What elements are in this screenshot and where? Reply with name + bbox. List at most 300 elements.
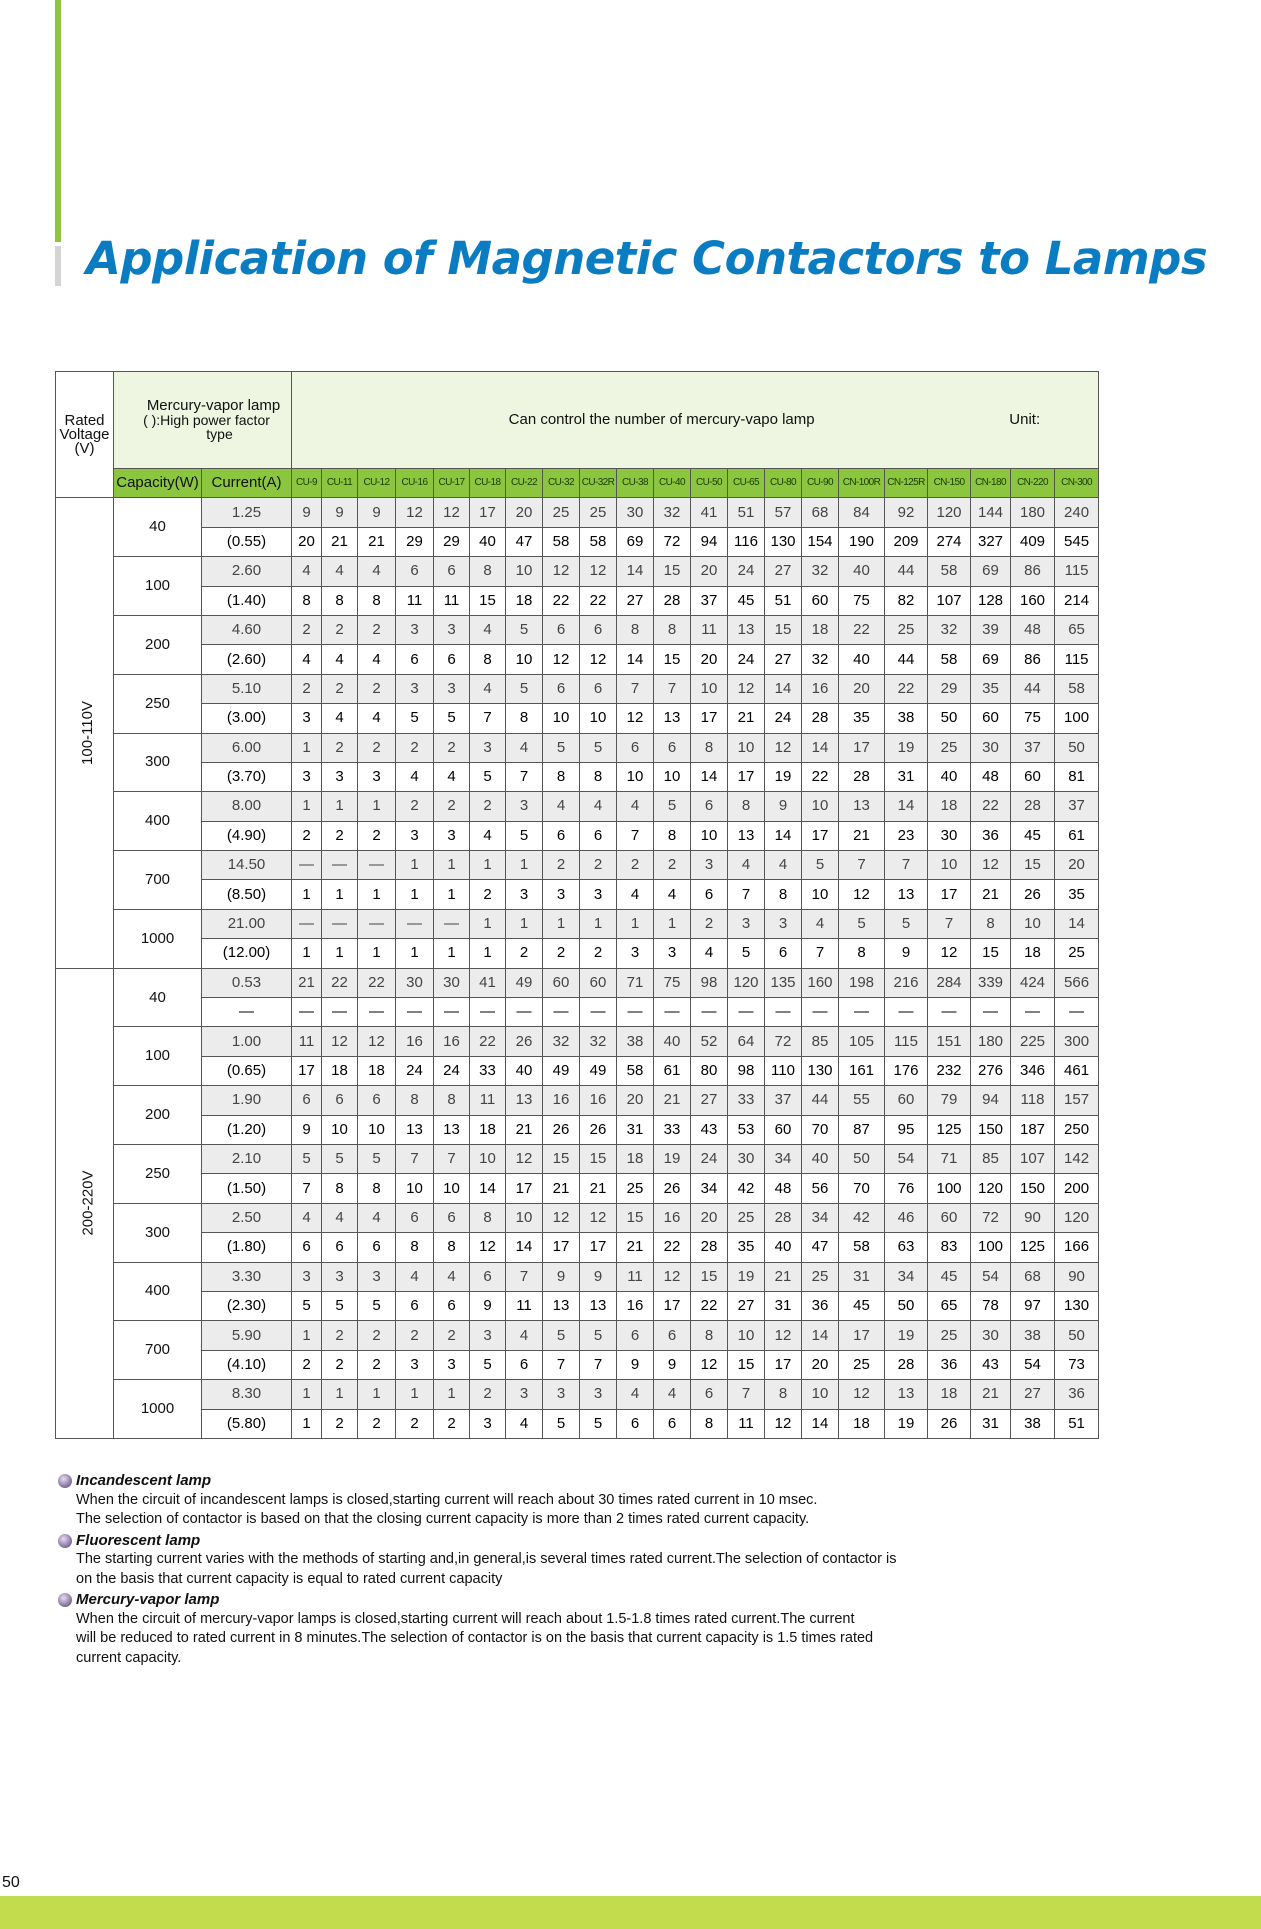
- count-cell: 17: [654, 1291, 691, 1320]
- count-cell: 31: [765, 1291, 802, 1320]
- count-cell: 3: [765, 909, 802, 938]
- count-cell: 18: [470, 1115, 506, 1144]
- count-cell: 4: [802, 909, 839, 938]
- count-cell: 2: [434, 1321, 470, 1350]
- count-cell: 38: [617, 1027, 654, 1056]
- count-cell: 90: [1055, 1262, 1099, 1291]
- count-cell: 60: [543, 968, 580, 997]
- count-cell: 94: [971, 1086, 1011, 1115]
- count-cell: 8: [434, 1086, 470, 1115]
- count-cell: 6: [617, 1409, 654, 1438]
- count-cell: 15: [691, 1262, 728, 1291]
- count-cell: 424: [1011, 968, 1055, 997]
- count-cell: 2: [322, 1350, 358, 1379]
- count-cell: —: [506, 998, 543, 1027]
- count-cell: 32: [802, 645, 839, 674]
- count-cell: 7: [506, 762, 543, 791]
- count-cell: 21: [617, 1233, 654, 1262]
- table-row: [56, 586, 1099, 615]
- count-cell: 6: [434, 1203, 470, 1232]
- count-cell: 10: [322, 1115, 358, 1144]
- current-cell: 4.60: [202, 615, 292, 644]
- count-header: [292, 372, 1099, 469]
- count-cell: —: [322, 851, 358, 880]
- count-cell: 10: [506, 1203, 543, 1232]
- count-cell: 13: [580, 1291, 617, 1320]
- count-cell: 17: [765, 1350, 802, 1379]
- current-cell: 2.50: [202, 1203, 292, 1232]
- count-cell: 1: [506, 909, 543, 938]
- count-cell: 72: [971, 1203, 1011, 1232]
- count-cell: 5: [728, 939, 765, 968]
- current-cell: (4.10): [202, 1350, 292, 1379]
- count-cell: 58: [1055, 674, 1099, 703]
- count-cell: 21: [580, 1174, 617, 1203]
- count-cell: 3: [434, 674, 470, 703]
- count-cell: 1: [434, 851, 470, 880]
- count-cell: 4: [292, 645, 322, 674]
- count-header-text: Can control the number of mercury-vapo lamp: [508, 411, 815, 428]
- count-cell: 21: [765, 1262, 802, 1291]
- count-cell: 6: [292, 1086, 322, 1115]
- count-cell: 2: [434, 1409, 470, 1438]
- count-cell: 5: [506, 674, 543, 703]
- count-cell: 22: [358, 968, 396, 997]
- count-cell: 1: [543, 909, 580, 938]
- count-cell: 15: [971, 939, 1011, 968]
- count-cell: 4: [728, 851, 765, 880]
- count-cell: 16: [580, 1086, 617, 1115]
- count-cell: 5: [470, 762, 506, 791]
- current-cell: 8.00: [202, 792, 292, 821]
- count-cell: 10: [802, 1380, 839, 1409]
- count-cell: 58: [928, 557, 971, 586]
- count-cell: 4: [322, 645, 358, 674]
- count-cell: 10: [543, 704, 580, 733]
- count-cell: 13: [839, 792, 885, 821]
- count-cell: 20: [506, 498, 543, 527]
- count-cell: 73: [1055, 1350, 1099, 1379]
- count-cell: 2: [470, 792, 506, 821]
- count-cell: 5: [396, 704, 434, 733]
- count-cell: 166: [1055, 1233, 1099, 1262]
- note-text: When the circuit of mercury-vapor lamps is closed,starting current will reach about 1.5-1.8 times rated current.The current will be reduced to rated current in 8 minutes.The selection of contactor is on the basis that current capacity is 1.5 times rated current capacity.: [76, 1610, 874, 1666]
- count-cell: 3: [654, 939, 691, 968]
- count-cell: 18: [322, 1056, 358, 1085]
- table-row: [56, 498, 1099, 527]
- count-cell: 2: [543, 851, 580, 880]
- count-cell: 58: [543, 527, 580, 556]
- count-cell: 11: [691, 615, 728, 644]
- count-cell: 12: [396, 498, 434, 527]
- count-cell: 4: [292, 1203, 322, 1232]
- count-cell: 2: [580, 939, 617, 968]
- count-cell: 25: [928, 1321, 971, 1350]
- count-cell: 3: [434, 615, 470, 644]
- current-cell: (8.50): [202, 880, 292, 909]
- count-cell: 17: [580, 1233, 617, 1262]
- table-row: [56, 1321, 1099, 1350]
- lamp-type-header: [114, 372, 292, 469]
- count-cell: 16: [617, 1291, 654, 1320]
- count-cell: 100: [971, 1233, 1011, 1262]
- count-cell: 3: [292, 704, 322, 733]
- count-cell: 1: [322, 939, 358, 968]
- unit-label: Unit:: [1009, 411, 1041, 428]
- current-cell: (1.20): [202, 1115, 292, 1144]
- count-cell: 327: [971, 527, 1011, 556]
- count-cell: —: [292, 909, 322, 938]
- count-cell: 45: [1011, 821, 1055, 850]
- note-mercury-vapor: [58, 1590, 958, 1668]
- count-cell: 2: [396, 1409, 434, 1438]
- count-cell: 38: [1011, 1321, 1055, 1350]
- count-cell: 1: [292, 1409, 322, 1438]
- count-cell: 21: [358, 527, 396, 556]
- current-cell: (2.30): [202, 1291, 292, 1320]
- count-cell: 120: [928, 498, 971, 527]
- count-cell: 7: [928, 909, 971, 938]
- count-cell: 13: [434, 1115, 470, 1144]
- count-cell: 58: [580, 527, 617, 556]
- count-cell: 87: [839, 1115, 885, 1144]
- count-cell: 9: [292, 1115, 322, 1144]
- count-cell: 6: [543, 674, 580, 703]
- count-cell: 54: [885, 1144, 928, 1173]
- count-cell: 44: [1011, 674, 1055, 703]
- current-cell: (1.40): [202, 586, 292, 615]
- count-cell: 5: [654, 792, 691, 821]
- count-cell: 5: [580, 1409, 617, 1438]
- count-cell: 29: [434, 527, 470, 556]
- count-cell: 12: [543, 645, 580, 674]
- count-cell: —: [543, 998, 580, 1027]
- count-cell: 130: [765, 527, 802, 556]
- count-cell: 85: [971, 1144, 1011, 1173]
- count-cell: 161: [839, 1056, 885, 1085]
- count-cell: 150: [971, 1115, 1011, 1144]
- count-cell: 7: [580, 1350, 617, 1379]
- count-cell: 14: [802, 733, 839, 762]
- count-cell: 27: [691, 1086, 728, 1115]
- count-cell: 10: [728, 1321, 765, 1350]
- count-cell: 36: [928, 1350, 971, 1379]
- count-cell: 28: [765, 1203, 802, 1232]
- count-cell: 36: [1055, 1380, 1099, 1409]
- count-cell: 83: [928, 1233, 971, 1262]
- count-cell: 17: [543, 1233, 580, 1262]
- count-cell: 8: [396, 1233, 434, 1262]
- count-cell: 9: [358, 498, 396, 527]
- count-cell: 1: [617, 909, 654, 938]
- model-header: CN-220: [1011, 469, 1055, 498]
- count-cell: 47: [506, 527, 543, 556]
- count-cell: 8: [691, 1321, 728, 1350]
- count-cell: 21: [543, 1174, 580, 1203]
- count-cell: 9: [470, 1291, 506, 1320]
- model-header: CU-12: [358, 469, 396, 498]
- count-cell: —: [1055, 998, 1099, 1027]
- count-cell: 6: [506, 1350, 543, 1379]
- lamp-type-line: ( ):High power factor: [143, 412, 270, 428]
- count-cell: 7: [396, 1144, 434, 1173]
- count-cell: 28: [654, 586, 691, 615]
- count-cell: 1: [358, 880, 396, 909]
- footer-band: [0, 1896, 1261, 1929]
- count-cell: 1: [396, 851, 434, 880]
- capacity-cell: 700: [114, 1321, 202, 1380]
- count-cell: 1: [292, 733, 322, 762]
- count-cell: 6: [543, 821, 580, 850]
- count-cell: 3: [506, 880, 543, 909]
- count-cell: 14: [802, 1321, 839, 1350]
- table-row: [56, 792, 1099, 821]
- title-marker-bar: [55, 246, 61, 286]
- count-cell: 54: [971, 1262, 1011, 1291]
- table-row: [56, 1144, 1099, 1173]
- count-cell: 22: [885, 674, 928, 703]
- count-cell: 8: [292, 586, 322, 615]
- count-cell: 7: [728, 1380, 765, 1409]
- table-row: [56, 1291, 1099, 1320]
- count-cell: 19: [765, 762, 802, 791]
- count-cell: 12: [543, 1203, 580, 1232]
- current-cell: 5.90: [202, 1321, 292, 1350]
- count-cell: —: [396, 998, 434, 1027]
- current-cell: (4.90): [202, 821, 292, 850]
- count-cell: 8: [434, 1233, 470, 1262]
- count-cell: 3: [580, 1380, 617, 1409]
- count-cell: 8: [506, 704, 543, 733]
- count-cell: 4: [470, 674, 506, 703]
- model-header: CU-40: [654, 469, 691, 498]
- capacity-cell: 250: [114, 1144, 202, 1203]
- count-cell: 100: [1055, 704, 1099, 733]
- count-cell: 12: [691, 1350, 728, 1379]
- count-cell: 18: [839, 1409, 885, 1438]
- count-cell: 37: [1055, 792, 1099, 821]
- count-cell: 40: [506, 1056, 543, 1085]
- count-cell: 10: [470, 1144, 506, 1173]
- count-cell: 20: [691, 645, 728, 674]
- count-cell: —: [802, 998, 839, 1027]
- count-cell: 1: [654, 909, 691, 938]
- count-cell: 11: [434, 586, 470, 615]
- count-cell: 27: [1011, 1380, 1055, 1409]
- count-cell: 22: [802, 762, 839, 791]
- count-cell: 5: [470, 1350, 506, 1379]
- count-cell: 15: [617, 1203, 654, 1232]
- count-cell: 160: [1011, 586, 1055, 615]
- count-cell: 26: [580, 1115, 617, 1144]
- count-cell: 216: [885, 968, 928, 997]
- count-cell: 50: [1055, 1321, 1099, 1350]
- count-cell: 6: [396, 557, 434, 586]
- table-row: [56, 733, 1099, 762]
- count-cell: 5: [506, 615, 543, 644]
- count-cell: 214: [1055, 586, 1099, 615]
- table-row: [56, 1086, 1099, 1115]
- count-cell: 60: [1011, 762, 1055, 791]
- count-cell: 15: [654, 557, 691, 586]
- side-accent-bar: [55, 0, 61, 242]
- count-cell: 2: [322, 615, 358, 644]
- count-cell: 12: [580, 557, 617, 586]
- count-cell: 71: [928, 1144, 971, 1173]
- count-cell: 18: [928, 792, 971, 821]
- model-header: CU-11: [322, 469, 358, 498]
- table-row: [56, 615, 1099, 644]
- count-cell: 5: [543, 733, 580, 762]
- current-cell: (12.00): [202, 939, 292, 968]
- count-cell: 30: [434, 968, 470, 997]
- count-cell: 31: [885, 762, 928, 791]
- count-cell: 2: [322, 674, 358, 703]
- count-cell: 11: [396, 586, 434, 615]
- count-cell: 37: [765, 1086, 802, 1115]
- count-cell: 8: [358, 1174, 396, 1203]
- count-cell: 25: [885, 615, 928, 644]
- count-cell: 10: [580, 704, 617, 733]
- note-title: Mercury-vapor lamp: [76, 1591, 220, 1608]
- voltage-label: 100-110V: [78, 701, 96, 765]
- table-row: [56, 527, 1099, 556]
- count-cell: 5: [358, 1144, 396, 1173]
- count-cell: 72: [654, 527, 691, 556]
- count-cell: 274: [928, 527, 971, 556]
- count-cell: 14: [617, 557, 654, 586]
- count-cell: 1: [396, 1380, 434, 1409]
- count-cell: —: [358, 998, 396, 1027]
- table-row: [56, 968, 1099, 997]
- count-cell: 15: [765, 615, 802, 644]
- count-cell: 4: [358, 645, 396, 674]
- count-cell: 34: [691, 1174, 728, 1203]
- count-cell: 12: [358, 1027, 396, 1056]
- count-cell: 5: [322, 1144, 358, 1173]
- count-cell: 19: [728, 1262, 765, 1291]
- count-cell: 7: [839, 851, 885, 880]
- count-cell: 17: [802, 821, 839, 850]
- count-cell: 1: [434, 880, 470, 909]
- count-cell: 8: [322, 1174, 358, 1203]
- count-cell: 20: [1055, 851, 1099, 880]
- count-cell: 3: [322, 762, 358, 791]
- count-cell: 116: [728, 527, 765, 556]
- count-cell: 157: [1055, 1086, 1099, 1115]
- count-cell: 63: [885, 1233, 928, 1262]
- lamp-contactor-table: [55, 371, 1099, 1439]
- count-cell: 20: [691, 557, 728, 586]
- count-cell: 4: [691, 939, 728, 968]
- count-cell: 97: [1011, 1291, 1055, 1320]
- count-cell: 40: [839, 557, 885, 586]
- count-cell: 12: [765, 733, 802, 762]
- count-cell: 8: [358, 586, 396, 615]
- count-cell: 10: [1011, 909, 1055, 938]
- current-cell: 5.10: [202, 674, 292, 703]
- count-cell: 12: [654, 1262, 691, 1291]
- count-cell: 7: [802, 939, 839, 968]
- count-cell: 6: [470, 1262, 506, 1291]
- count-cell: 209: [885, 527, 928, 556]
- count-cell: 176: [885, 1056, 928, 1085]
- count-cell: 8: [543, 762, 580, 791]
- count-cell: 72: [765, 1027, 802, 1056]
- count-cell: 190: [839, 527, 885, 556]
- count-cell: 28: [691, 1233, 728, 1262]
- count-cell: 6: [691, 1380, 728, 1409]
- count-cell: 24: [396, 1056, 434, 1085]
- count-cell: 346: [1011, 1056, 1055, 1085]
- count-cell: 33: [728, 1086, 765, 1115]
- count-cell: 8: [971, 909, 1011, 938]
- count-cell: 45: [928, 1262, 971, 1291]
- current-cell: 14.50: [202, 851, 292, 880]
- count-cell: 3: [543, 880, 580, 909]
- count-cell: 44: [885, 557, 928, 586]
- count-cell: 15: [580, 1144, 617, 1173]
- count-cell: 200: [1055, 1174, 1099, 1203]
- count-cell: 7: [654, 674, 691, 703]
- count-cell: 3: [358, 762, 396, 791]
- count-cell: 3: [322, 1262, 358, 1291]
- count-cell: 545: [1055, 527, 1099, 556]
- count-cell: 19: [885, 733, 928, 762]
- count-cell: 2: [292, 674, 322, 703]
- table-row: [56, 1174, 1099, 1203]
- count-cell: 15: [1011, 851, 1055, 880]
- count-cell: 30: [617, 498, 654, 527]
- count-cell: 1: [580, 909, 617, 938]
- count-cell: 3: [396, 615, 434, 644]
- table-row: [56, 1027, 1099, 1056]
- count-cell: 1: [358, 939, 396, 968]
- current-cell: (3.00): [202, 704, 292, 733]
- count-cell: 36: [802, 1291, 839, 1320]
- count-cell: 4: [358, 704, 396, 733]
- count-cell: 2: [358, 821, 396, 850]
- count-cell: 5: [543, 1321, 580, 1350]
- count-cell: 1: [396, 880, 434, 909]
- count-cell: 18: [928, 1380, 971, 1409]
- count-cell: 339: [971, 968, 1011, 997]
- count-cell: 20: [691, 1203, 728, 1232]
- note-title: Incandescent lamp: [76, 1472, 212, 1489]
- count-cell: 42: [728, 1174, 765, 1203]
- count-cell: 1: [292, 880, 322, 909]
- table-row: [56, 909, 1099, 938]
- count-cell: 8: [322, 586, 358, 615]
- count-cell: —: [885, 998, 928, 1027]
- count-cell: 3: [396, 674, 434, 703]
- count-cell: 28: [1011, 792, 1055, 821]
- note-text: When the circuit of incandescent lamps is closed,starting current will reach about 30 times rated current in 10 msec. The selection of contactor is based on that the closing current capacity is more than 2 times rated current capacity.: [76, 1491, 818, 1527]
- count-cell: —: [396, 909, 434, 938]
- count-cell: 22: [580, 586, 617, 615]
- count-cell: 13: [885, 1380, 928, 1409]
- count-cell: 5: [543, 1409, 580, 1438]
- count-cell: 49: [506, 968, 543, 997]
- count-cell: 60: [580, 968, 617, 997]
- count-cell: 3: [396, 1350, 434, 1379]
- count-cell: 52: [691, 1027, 728, 1056]
- count-cell: 25: [617, 1174, 654, 1203]
- count-cell: 78: [971, 1291, 1011, 1320]
- count-cell: 9: [543, 1262, 580, 1291]
- count-cell: 22: [470, 1027, 506, 1056]
- count-cell: 6: [617, 1321, 654, 1350]
